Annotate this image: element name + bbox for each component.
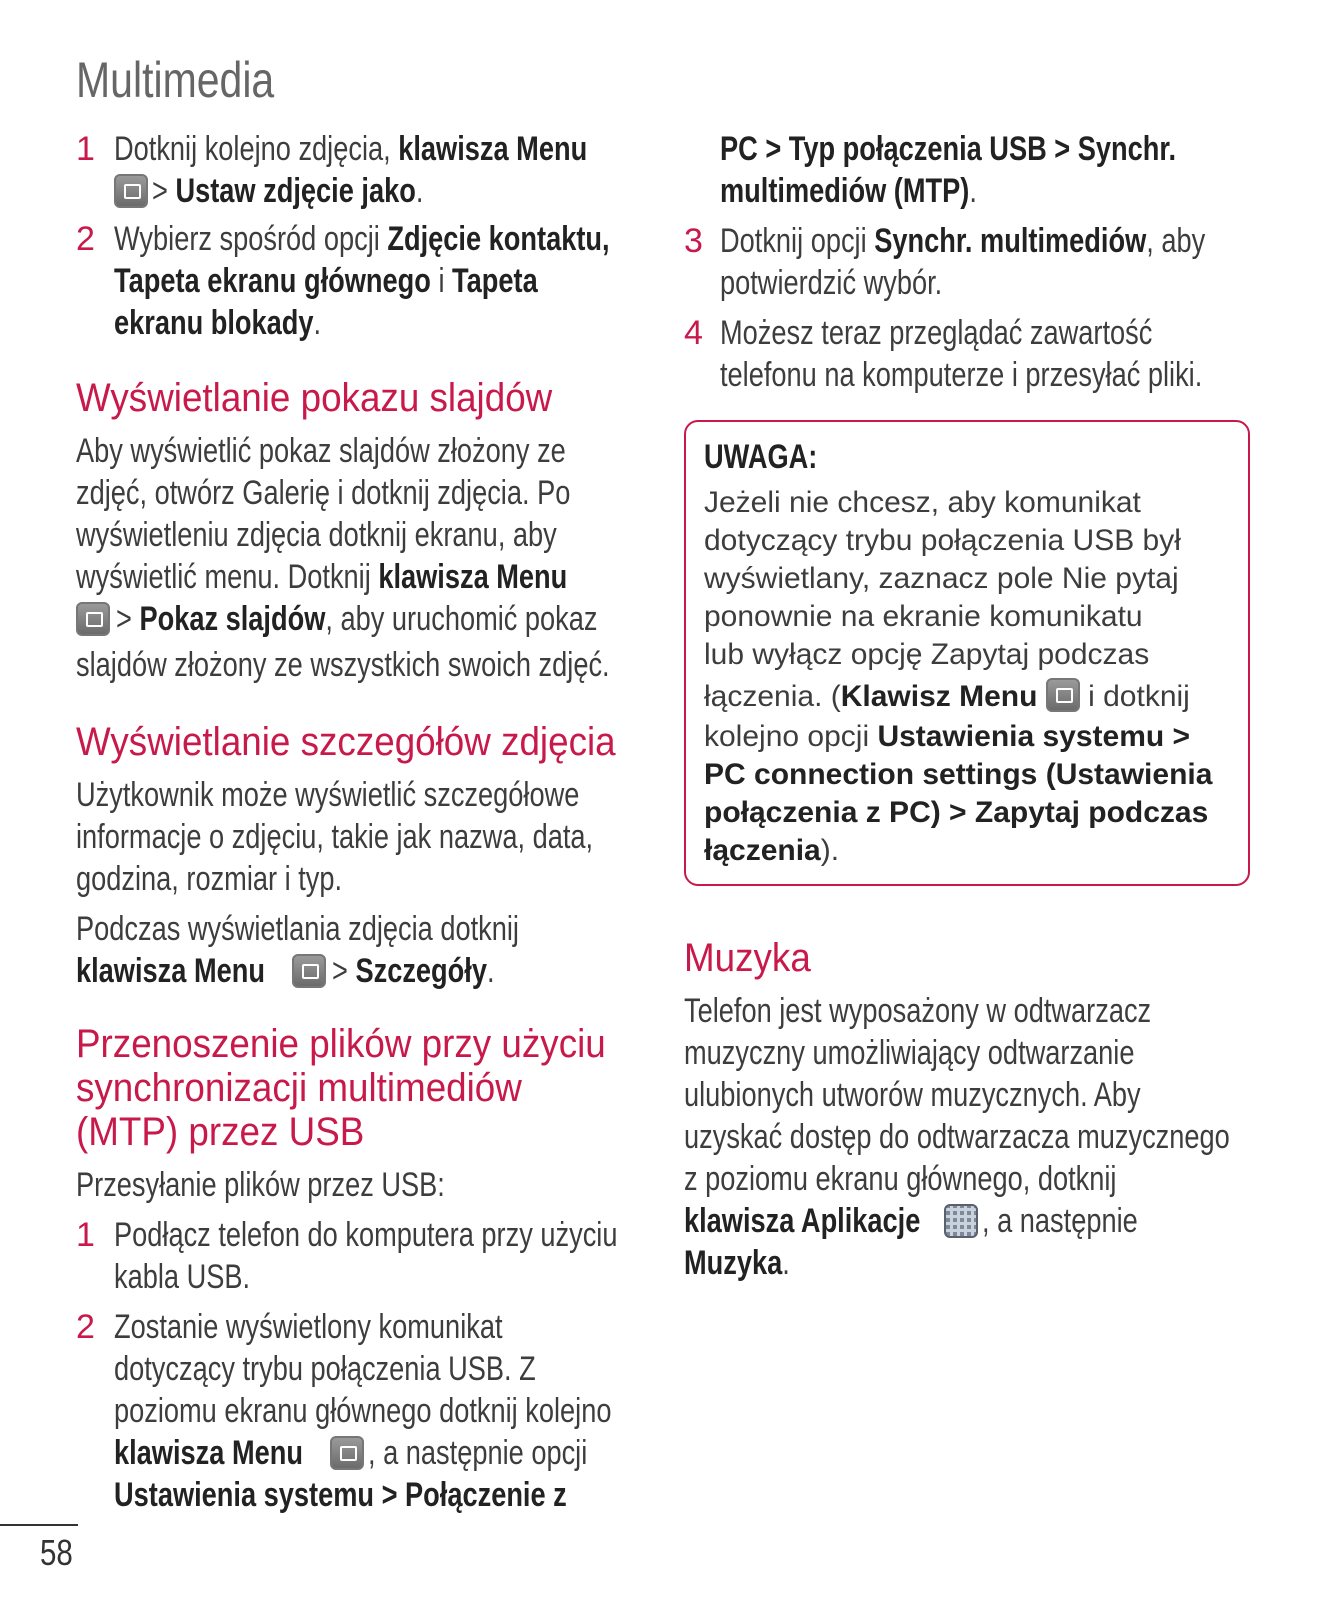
menu-key-icon	[114, 174, 148, 208]
note-line: łączenia).	[704, 834, 840, 867]
body-line: Tapeta ekranu głównego i Tapeta	[114, 262, 538, 300]
body-line: > Szczegóły.	[292, 950, 535, 992]
note-line: połączenia z PC) > Zapytaj podczas	[704, 796, 1209, 829]
body-line: telefonu na komputerze i przesyłać pliki.	[720, 356, 1203, 394]
body-line: Zostanie wyświetlony komunikat	[114, 1308, 503, 1346]
body-line: > Pokaz slajdów, aby uruchomić pokaz	[76, 598, 718, 640]
body-line: Możesz teraz przeglądać zawartość	[720, 314, 1153, 352]
body-line: ulubionych utworów muzycznych. Aby	[684, 1076, 1141, 1114]
body-line: slajdów złożony ze wszystkich swoich zdjęć.	[76, 646, 610, 684]
note-line: dotyczący trybu połączenia USB był	[704, 524, 1181, 557]
body-line: wyświetlić menu. Dotknij klawisza Menu	[76, 558, 568, 596]
note-line: ponownie na ekranie komunikatu	[704, 600, 1143, 633]
body-line: Dotknij opcji Synchr. multimediów, aby	[720, 222, 1206, 260]
apps-grid-icon	[944, 1204, 978, 1238]
note-line: wyświetlany, zaznacz pole Nie pytaj	[704, 562, 1179, 595]
menu-key-icon	[330, 1436, 364, 1470]
body-line: kabla USB.	[114, 1258, 251, 1296]
step-number: 1	[76, 130, 95, 168]
body-line: Muzyka.	[684, 1244, 790, 1282]
step-number: 2	[76, 1308, 95, 1346]
body-line: ekranu blokady.	[114, 304, 322, 342]
step-number: 3	[684, 222, 703, 260]
body-line: Dotknij kolejno zdjęcia, klawisza Menu	[114, 130, 588, 168]
page-number-rule	[0, 1524, 78, 1526]
step-number: 4	[684, 314, 703, 352]
section-heading: synchronizacji multimediów	[76, 1066, 522, 1110]
section-heading: Przenoszenie plików przy użyciu	[76, 1022, 606, 1066]
body-line: uzyskać dostęp do odtwarzacza muzycznego	[684, 1118, 1230, 1156]
step-number: 2	[76, 220, 95, 258]
menu-key-icon	[292, 954, 326, 988]
body-line: Telefon jest wyposażony w odtwarzacz	[684, 992, 1152, 1030]
body-line: Aby wyświetlić pokaz slajdów złożony ze	[76, 432, 566, 470]
section-heading: Wyświetlanie szczegółów zdjęcia	[76, 720, 616, 764]
note-line: PC connection settings (Ustawienia	[704, 758, 1213, 791]
note-line: łączenia. (Klawisz Menu i dotknij	[704, 680, 1190, 713]
body-line: > Ustaw zdjęcie jako.	[114, 170, 491, 212]
step-number: 1	[76, 1216, 95, 1254]
body-line: klawisza Aplikacje	[684, 1202, 921, 1240]
section-heading: (MTP) przez USB	[76, 1110, 365, 1154]
note-line: lub wyłącz opcję Zapytaj podczas	[704, 638, 1150, 671]
body-line: godzina, rozmiar i typ.	[76, 860, 343, 898]
body-line: Ustawienia systemu > Połączenie z	[114, 1476, 567, 1514]
body-line: informacje o zdjęciu, takie jak nazwa, data,	[76, 818, 594, 856]
section-title: Multimedia	[76, 52, 275, 108]
body-line: Przesyłanie plików przez USB:	[76, 1166, 445, 1204]
body-line: , a następnie opcji	[330, 1432, 642, 1474]
body-line: Podłącz telefon do komputera przy użyciu	[114, 1216, 618, 1254]
body-line: Użytkownik może wyświetlić szczegółowe	[76, 776, 580, 814]
section-heading: Wyświetlanie pokazu slajdów	[76, 376, 553, 420]
body-line: dotyczący trybu połączenia USB. Z	[114, 1350, 536, 1388]
body-line: klawisza Menu	[76, 952, 265, 990]
body-line: muzyczny umożliwiający odtwarzanie	[684, 1034, 1135, 1072]
section-heading: Muzyka	[684, 936, 811, 980]
body-line: Wybierz spośród opcji Zdjęcie kontaktu,	[114, 220, 610, 258]
body-line: zdjęć, otwórz Galerię i dotknij zdjęcia. Po	[76, 474, 571, 512]
body-line: klawisza Menu	[114, 1434, 303, 1472]
note-line: Jeżeli nie chcesz, aby komunikat	[704, 486, 1141, 519]
body-line: wyświetleniu zdjęcia dotknij ekranu, aby	[76, 516, 557, 554]
note-line: kolejno opcji Ustawienia systemu >	[704, 720, 1191, 753]
body-line: poziomu ekranu głównego dotknij kolejno	[114, 1392, 612, 1430]
body-line: z poziomu ekranu głównego, dotknij	[684, 1160, 1117, 1198]
menu-key-icon	[1046, 678, 1080, 712]
menu-key-icon	[76, 602, 110, 636]
body-line: PC > Typ połączenia USB > Synchr.	[720, 130, 1176, 168]
page-number: 58	[40, 1532, 73, 1573]
body-line: multimediów (MTP).	[720, 172, 977, 210]
body-line: Podczas wyświetlania zdjęcia dotknij	[76, 910, 519, 948]
body-line: , a następnie	[944, 1200, 1177, 1242]
body-line: potwierdzić wybór.	[720, 264, 943, 302]
note-title: UWAGA:	[704, 438, 818, 476]
